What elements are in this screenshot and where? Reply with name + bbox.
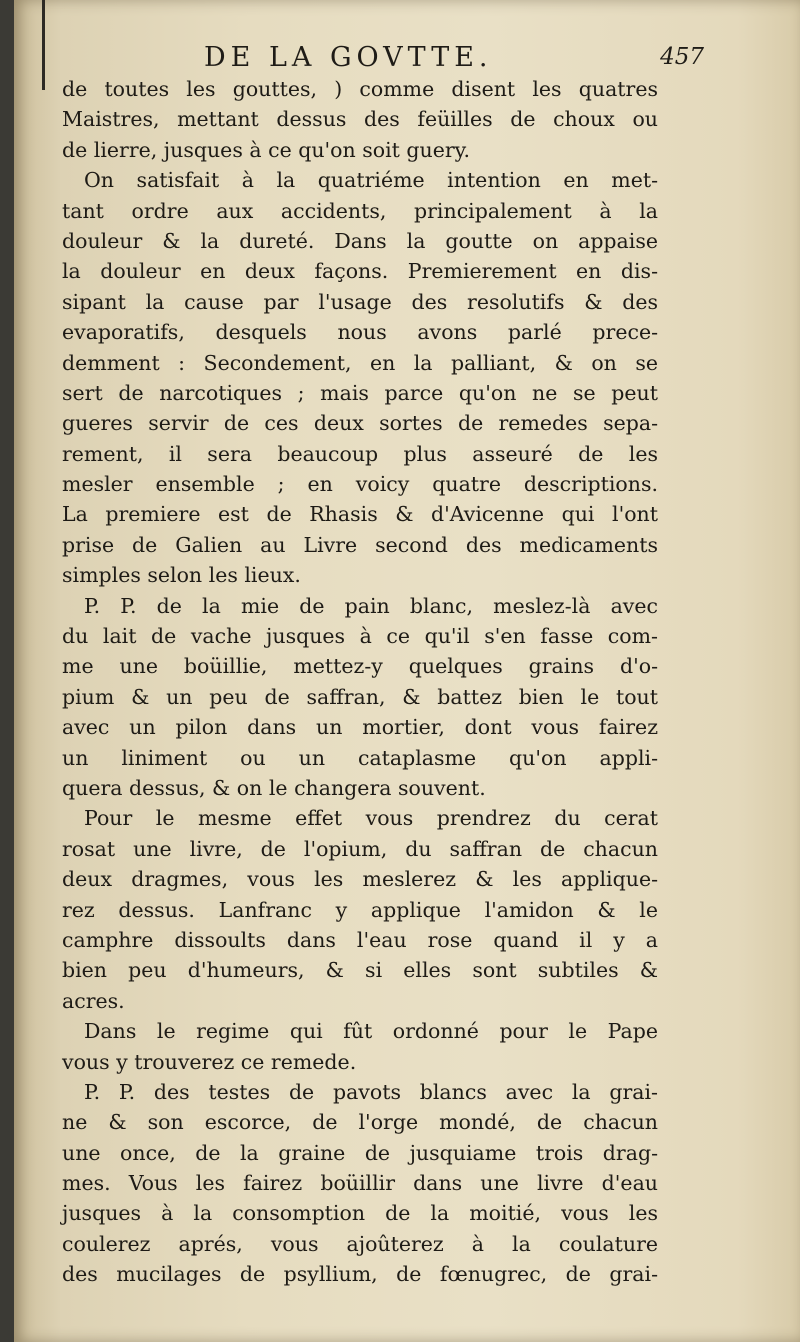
text-line: rez dessus. Lanfranc y applique l'amidon & le [62, 897, 658, 922]
text-line: quera dessus, & on le changera souvent. [62, 775, 486, 800]
text-line: mes. Vous les fairez boüillir dans une livre d'eau [62, 1171, 658, 1196]
text-line: La premiere est de Rhasis & d'Avicenne qui l'ont [62, 502, 658, 527]
text-line: coulerez aprés, vous ajoûterez à la coulature [62, 1231, 658, 1256]
text-line: des mucilages de psyllium, de fœnugrec, de grai- [62, 1262, 658, 1287]
text-line: de lierre, jusques à ce qu'on soit guery. [62, 137, 471, 162]
text-line: acres. [62, 988, 125, 1013]
text-line: pium & un peu de saffran, & battez bien le tout [62, 684, 658, 709]
text-line: gueres servir de ces deux sortes de remedes sepa- [62, 411, 658, 436]
text-line: Dans le regime qui fût ordonné pour le Pape [84, 1019, 658, 1044]
text-line: P. P. de la mie de pain blanc, meslez-là avec [84, 593, 658, 618]
text-line: la douleur en deux façons. Premierement en dis- [62, 259, 658, 284]
text-line: bien peu d'humeurs, & si elles sont subtiles & [62, 958, 658, 983]
text-line: evaporatifs, desquels nous avons parlé prece- [62, 320, 658, 345]
text-line: me une boüillie, mettez-y quelques grains d'o- [62, 654, 658, 679]
binding-shadow [42, 0, 45, 90]
text-line: un liniment ou un cataplasme qu'on appli- [62, 745, 658, 770]
running-head: DE LA GOVTTE. [204, 42, 493, 73]
body-text [62, 74, 658, 1290]
text-line: de toutes les gouttes, ) comme disent les quatres [62, 77, 658, 101]
text-line: vous y trouverez ce remede. [62, 1049, 357, 1074]
text-line: demment : Secondement, en la palliant, & on se [62, 350, 658, 375]
page-header [164, 42, 704, 76]
text-line: On satisfait à la quatriéme intention en met- [84, 168, 658, 193]
text-line: douleur & la dureté. Dans la goutte on appaise [62, 228, 658, 253]
text-line: rement, il sera beaucoup plus asseuré de les [62, 441, 658, 466]
text-line: jusques à la consomption de la moitié, vous les [62, 1201, 658, 1226]
text-line: simples selon les lieux. [62, 563, 301, 588]
text-line: deux dragmes, vous les meslerez & les applique- [62, 867, 658, 892]
text-line: prise de Galien au Livre second des medicaments [62, 532, 658, 557]
text-line: avec un pilon dans un mortier, dont vous fairez [62, 715, 658, 740]
page-number: 457 [660, 44, 704, 70]
text-line: mesler ensemble ; en voicy quatre descriptions. [62, 472, 658, 497]
text-line: rosat une livre, de l'opium, du saffran de chacun [62, 836, 658, 861]
book-page [14, 0, 800, 1342]
text-line: ne & son escorce, de l'orge mondé, de chacun [62, 1110, 658, 1135]
text-line: du lait de vache jusques à ce qu'il s'en fasse com- [62, 624, 658, 649]
text-line: une once, de la graine de jusquiame trois drag- [62, 1140, 658, 1165]
text-line: P. P. des testes de pavots blancs avec la grai- [84, 1079, 658, 1104]
text-line: Maistres, mettant dessus des feüilles de choux ou [62, 107, 658, 132]
text-line: camphre dissoults dans l'eau rose quand il y a [62, 927, 658, 952]
text-line: sert de narcotiques ; mais parce qu'on ne se peut [62, 380, 658, 405]
text-line: tant ordre aux accidents, principalement à la [62, 198, 658, 223]
text-line: Pour le mesme effet vous prendrez du cerat [84, 806, 658, 831]
text-line: sipant la cause par l'usage des resolutifs & des [62, 289, 658, 314]
